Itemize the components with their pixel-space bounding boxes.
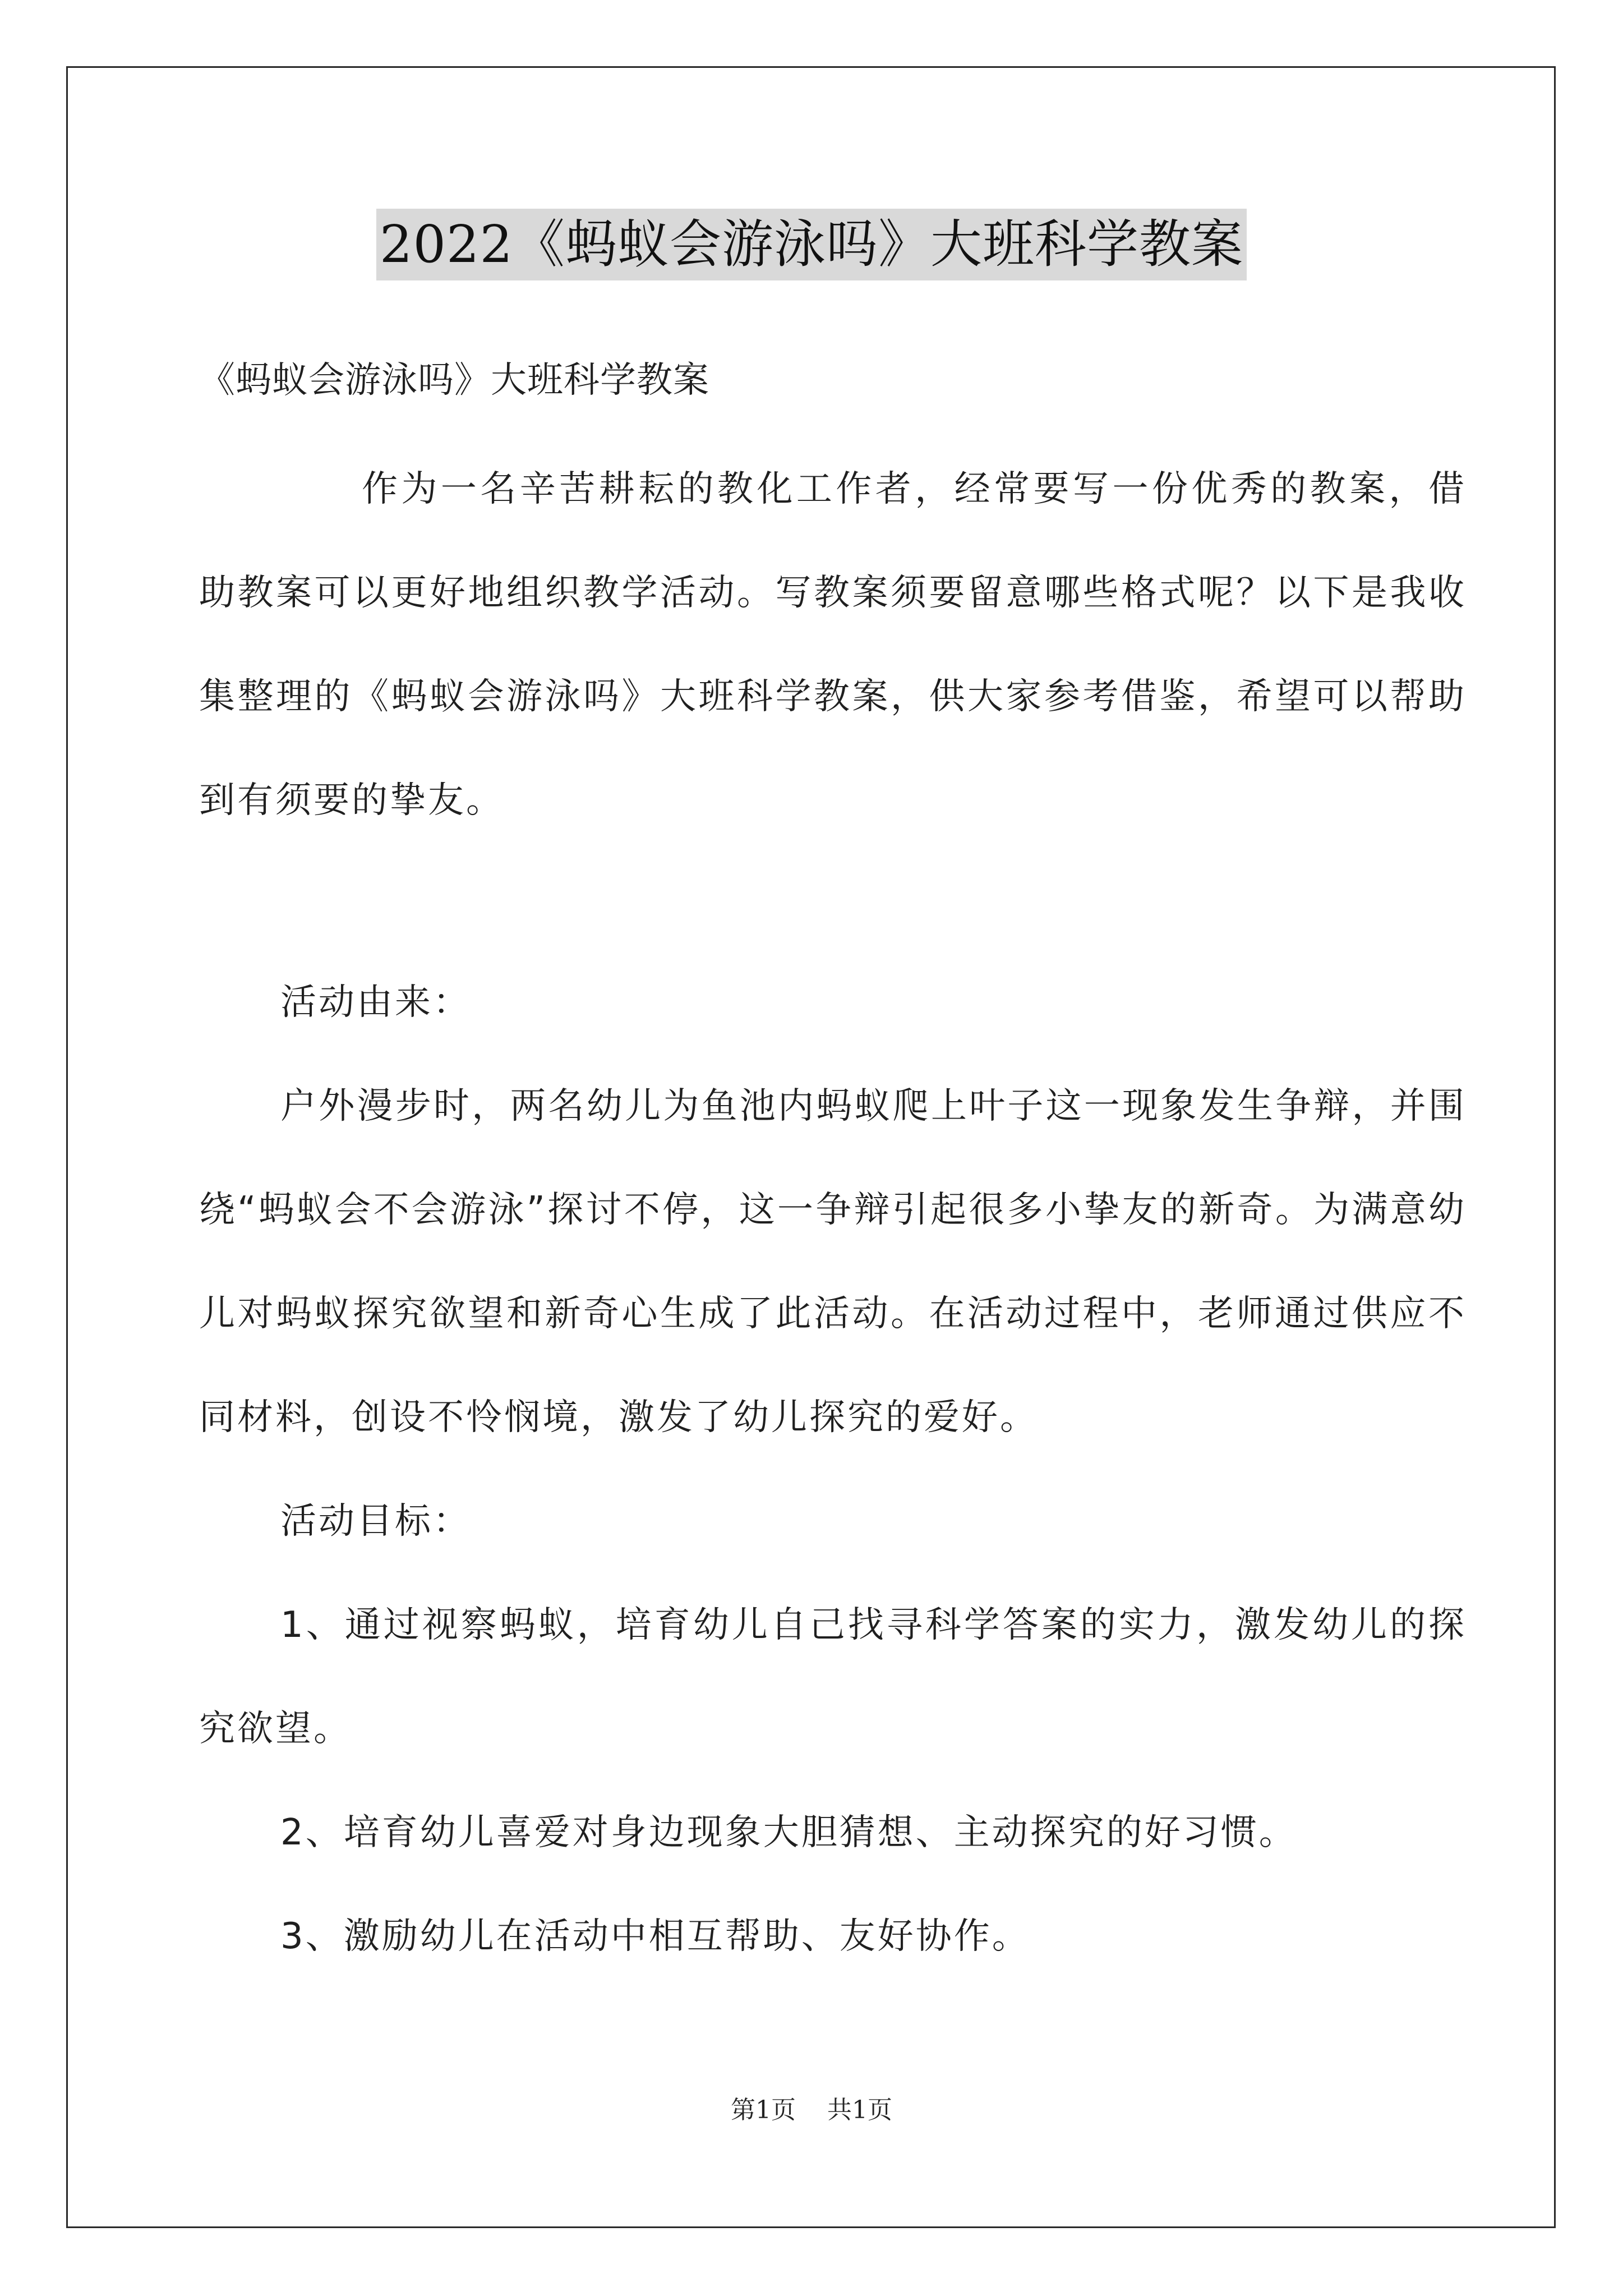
- page-total: 共1页: [827, 2096, 892, 2124]
- document-title: 2022《蚂蚁会游泳吗》大班科学教案: [376, 209, 1247, 280]
- document-body: [199, 347, 1467, 1989]
- goal-item-2: 2、培育幼儿喜爱对身边现象大胆猜想、主动探究的好习惯。: [280, 1812, 1297, 1853]
- goal-item-1: 1、通过视察蚂蚁，培育幼儿自己找寻科学答案的实力，激发幼儿的探究欲望。: [199, 1604, 1467, 1750]
- page-footer: [0, 2090, 1623, 2125]
- document-subtitle: 《蚂蚁会游泳吗》大班科学教案: [199, 360, 709, 401]
- goals-heading: 活动目标：: [280, 1501, 471, 1542]
- paragraph-spacer: [199, 853, 1467, 951]
- goal-item-3: 3、激励幼儿在活动中相互帮助、友好协作。: [280, 1916, 1030, 1957]
- origin-paragraph: 户外漫步时，两名幼儿为鱼池内蚂蚁爬上叶子这一现象发生争辩，并围绕“蚂蚁会不会游泳”探讨不停，这一争辩引起很多小挚友的新奇。为满意幼儿对蚂蚁探究欲望和新奇心生成了此活动。在活动过程中，老师通过供应不同材料，创设不怜悯境，激发了幼儿探究的爱好。: [199, 1085, 1467, 1438]
- page-number: 第1页: [731, 2096, 796, 2124]
- origin-heading: 活动由来：: [280, 982, 471, 1023]
- title-container: [0, 209, 1623, 280]
- intro-paragraph: 作为一名辛苦耕耘的教化工作者，经常要写一份优秀的教案，借助教案可以更好地组织教学活动。写教案须要留意哪些格式呢？以下是我收集整理的《蚂蚁会游泳吗》大班科学教案，供大家参考借鉴，希望可以帮助到有须要的挚友。: [199, 468, 1467, 821]
